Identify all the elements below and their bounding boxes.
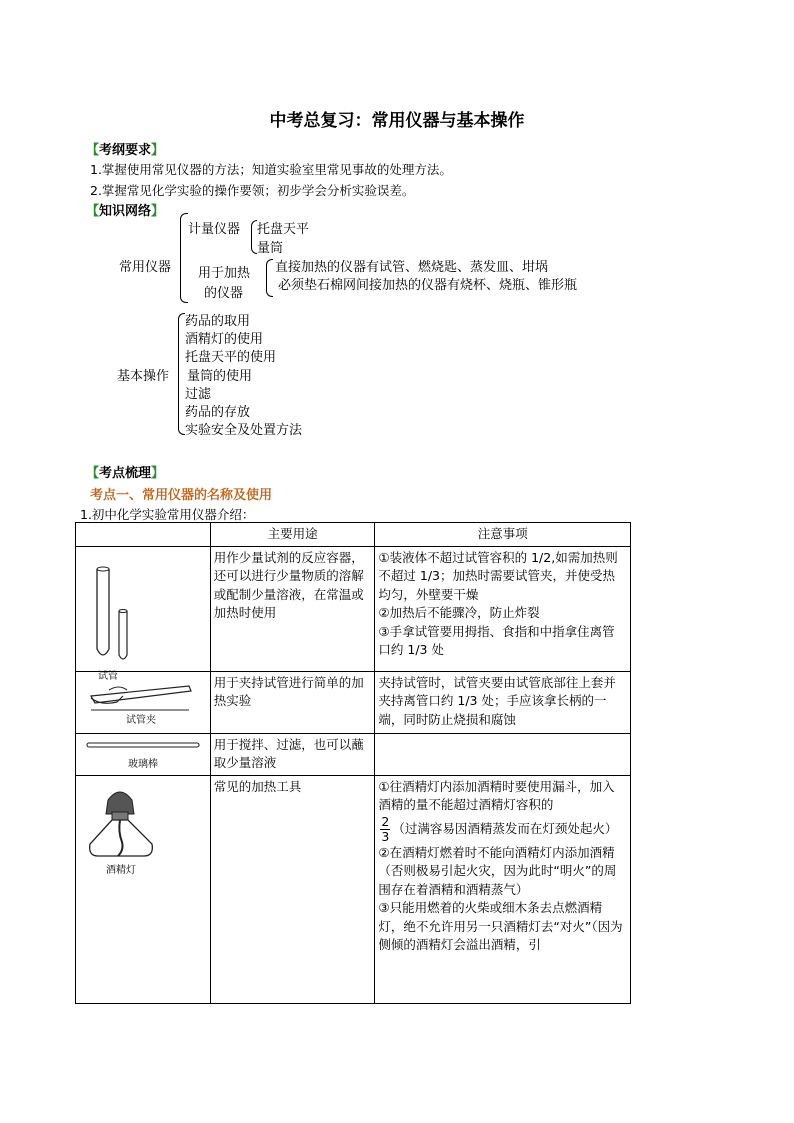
table-row xyxy=(76,775,631,1003)
operation-item: 实验安全及处置方法 xyxy=(185,423,303,438)
review-heading: 【考点梳理】 xyxy=(86,466,165,481)
page-title: 中考总复习：常用仪器与基本操作 xyxy=(269,111,525,131)
tube-holder-use: 用于夹持试管进行简单的加热实验 xyxy=(210,671,375,733)
alcohol-lamp-note-1: ①往酒精灯内添加酒精时要使用漏斗，加入酒精的量不能超过酒精灯容积的 $\frac{2}{3}$ （过满容易因酒精蒸发而在灯颈处起火） xyxy=(378,778,618,844)
operation-item: 药品的存放 xyxy=(185,405,251,420)
test-tube-caption: 试管 xyxy=(98,670,118,682)
operation-item: 药品的取用 xyxy=(185,314,251,329)
test-tube-cell xyxy=(76,546,211,682)
requirement-line-2: 2.掌握常见化学实验的操作要领；初步学会分析实验误差。 xyxy=(90,183,415,198)
alcohol-lamp-cell xyxy=(76,775,211,1003)
header-cell-notes: 注意事项 xyxy=(375,523,631,547)
table-intro: 1.初中化学实验常用仪器介绍： xyxy=(80,507,255,522)
glass-rod-use: 用于搅拌、过滤，也可以蘸取少量溶液 xyxy=(210,733,375,775)
instruments-root: 常用仪器 xyxy=(119,260,172,275)
measuring-item-2: 量筒 xyxy=(257,241,284,256)
operations-brace xyxy=(178,313,185,435)
knowledge-heading: 【知识网络】 xyxy=(86,204,165,219)
instruments-brace xyxy=(180,213,188,303)
fraction-two-thirds: $\frac{2}{3}$ xyxy=(381,813,390,844)
header-cell-use: 主要用途 xyxy=(210,523,375,547)
operation-item: 量筒的使用 xyxy=(187,369,253,384)
table-header-row xyxy=(76,523,631,547)
heating-label-1: 用于加热 xyxy=(198,266,251,281)
operation-item: 托盘天平的使用 xyxy=(185,350,277,365)
measuring-item-1: 托盘天平 xyxy=(257,222,310,237)
glass-rod-illustration xyxy=(79,739,207,753)
instruments-table xyxy=(75,522,631,1004)
measuring-label: 计量仪器 xyxy=(188,222,241,237)
test-tube-note-3: ③手拿试管要用拇指、食指和中指拿住离管口约 1/3 处 xyxy=(378,623,615,657)
tube-holder-caption: 试管夹 xyxy=(126,714,156,726)
test-tube-note-2: ②加热后不能骤冷，防止炸裂 xyxy=(378,605,540,620)
alcohol-lamp-use: 常见的加热工具 xyxy=(210,775,375,1003)
glass-rod-caption: 玻璃棒 xyxy=(128,758,158,770)
tube-holder-cell xyxy=(76,671,211,733)
alcohol-lamp-illustration xyxy=(82,782,162,866)
test-tube-illustration xyxy=(79,549,207,669)
heating-label-2: 的仪器 xyxy=(204,286,244,301)
table-row xyxy=(76,733,631,775)
operation-item: 过滤 xyxy=(185,387,212,402)
heating-brace xyxy=(266,259,273,297)
header-cell-image xyxy=(76,523,211,547)
tube-holder-notes: 夹持试管时，试管夹要由试管底部往上套并夹持离管口约 1/3 处；手应该拿长柄的一端，同时防止烧损和腐蚀 xyxy=(375,671,631,733)
glass-rod-notes xyxy=(375,733,631,775)
heating-item-1: 直接加热的仪器有试管、燃烧匙、蒸发皿、坩埚 xyxy=(275,260,549,275)
alcohol-lamp-note-2: ②在酒精灯燃着时不能向酒精灯内添加酒精（否则极易引起火灾，因为此时“明火”的周围存在着酒精和酒精蒸气） xyxy=(378,844,617,897)
point-1-heading: 考点一、常用仪器的名称及使用 xyxy=(90,488,273,503)
alcohol-lamp-notes xyxy=(375,775,631,1003)
operations-root: 基本操作 xyxy=(117,369,170,384)
alcohol-lamp-note-3: ③只能用燃着的火柴或细木条去点燃酒精灯，绝不允许用另一只酒精灯去“对火”（因为侧倾的酒精灯会溢出酒精，引 xyxy=(378,900,623,952)
test-tube-use: 用作少量试剂的反应容器，还可以进行少量物质的溶解或配制少量溶液，在常温或加热时使用 xyxy=(210,546,375,671)
test-tube-notes xyxy=(375,546,631,671)
alcohol-lamp-caption: 酒精灯 xyxy=(106,864,136,876)
glass-rod-cell xyxy=(76,733,211,775)
test-tube-note-1: ①装液体不超过试管容积的 1/2,如需加热则不超过 1/3；加热时需要试管夹，并使受热均匀，外壁要干燥 xyxy=(378,549,618,602)
heating-item-2: 必须垫石棉网间接加热的仪器有烧杯、烧瓶、锥形瓶 xyxy=(278,278,578,293)
table-row xyxy=(76,671,631,733)
operation-item: 酒精灯的使用 xyxy=(185,332,264,347)
requirement-line-1: 1.掌握使用常见仪器的方法；知道实验室里常见事故的处理方法。 xyxy=(90,162,452,177)
table-row xyxy=(76,546,631,671)
requirements-heading: 【考纲要求】 xyxy=(86,143,165,158)
